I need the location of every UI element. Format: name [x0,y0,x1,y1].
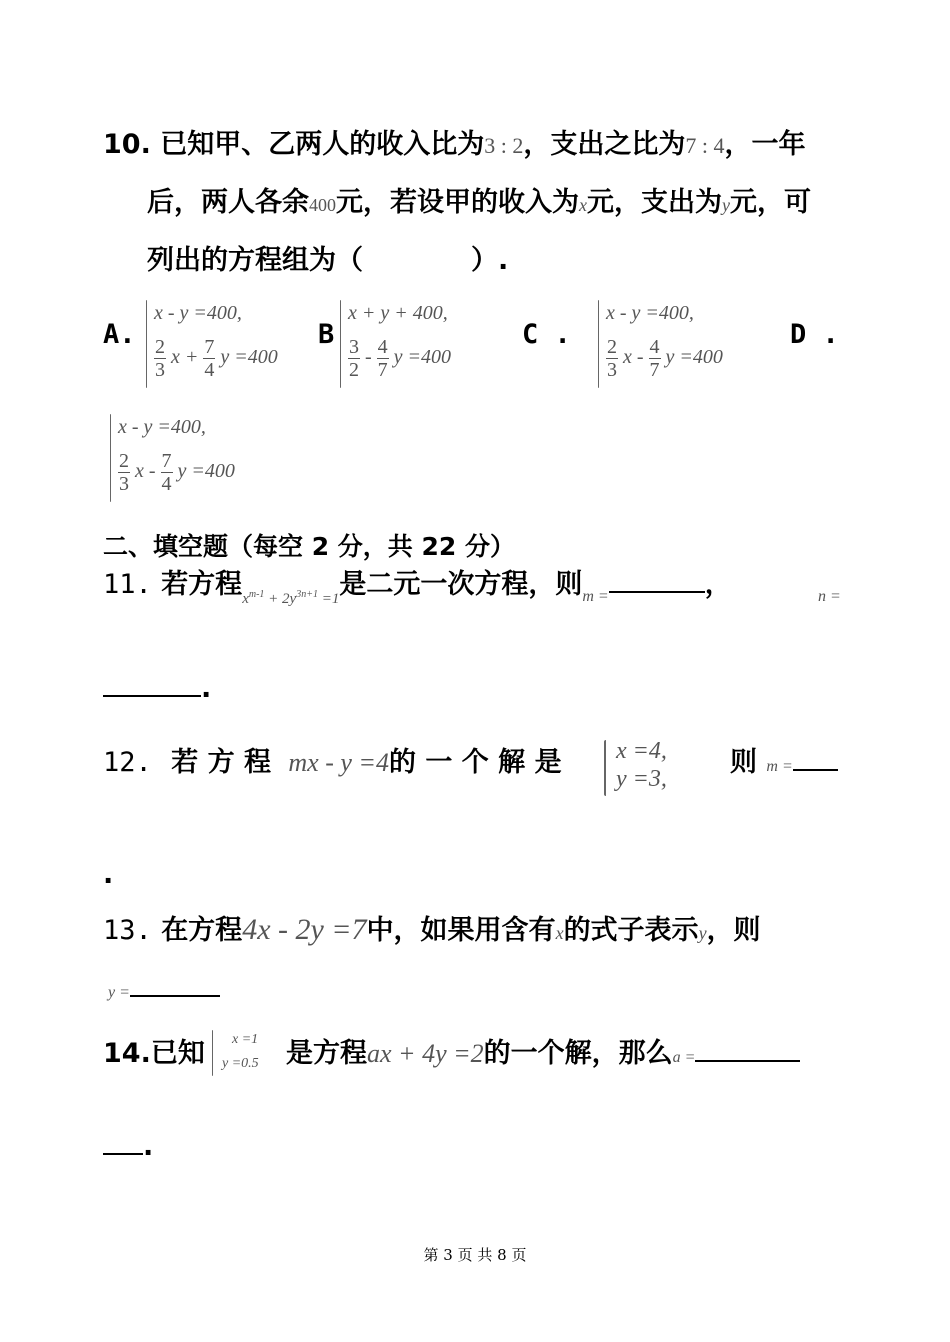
q11-text: 是二元一次方程，则 [339,569,583,600]
fraction-numerator: 7 [161,450,172,472]
answer-blank-q14-cont[interactable] [103,1153,143,1155]
option-b-system [340,300,500,390]
punct: . [103,859,114,890]
q10-text: 已知甲、乙两人的收入比为 [160,129,485,160]
equation-row: x - y =400, [606,302,694,324]
section-heading: 二、填空题（每空 2 分，共 22 分） [103,532,516,561]
q12-line1 [103,746,562,780]
eq-part: + 2 [268,591,290,607]
q14-tail [286,1037,800,1075]
q11-line1 [103,568,732,606]
fraction-numerator: 2 [155,336,165,358]
fraction-denominator: 4 [161,473,172,495]
q12-equation: mx - y =4 [288,748,389,777]
equation-part: y =400 [393,346,452,369]
option-b-label: B [318,319,335,350]
equation-part: x - [623,346,644,369]
fraction-numerator: 7 [204,336,215,358]
answer-blank-q14[interactable] [695,1060,800,1062]
q12-text: 若 方 程 [171,747,271,778]
answer-blank-n[interactable] [103,695,201,697]
q11-text: 若方程 [161,569,243,600]
punct: ， [704,569,732,600]
option-d-label: D . [790,319,839,350]
fraction-denominator: 7 [649,359,660,381]
equation-row: x - y =400, [154,302,242,324]
q12-text: 则 [730,747,757,778]
q14-line2 [103,1130,153,1164]
exponent: 3n+1 [296,589,318,600]
var-x: x [555,923,564,943]
fraction-numerator: 2 [119,450,129,472]
q10-text: 列出的方程组为（ ）. [147,245,509,276]
q10-line1 [103,128,806,163]
q13-line1 [103,913,761,950]
punct: . [143,1131,154,1162]
fraction-denominator: 4 [204,359,215,381]
equation-row: y =3, [616,766,667,792]
q13-text: 的式子表示 [563,915,699,946]
q14-equation: ax + 4y =2 [367,1039,484,1068]
fraction-numerator: 2 [607,336,617,358]
m-label: m = [766,758,793,775]
fraction-numerator: 4 [649,336,660,358]
equation-row: x + y + 400, [348,302,448,324]
equation-part: y =400 [665,346,723,369]
q13-number: 13. [103,915,152,946]
var-x: x [579,195,587,215]
q14-text: 的一个解，那么 [483,1038,673,1069]
option-a-label: A. [103,319,136,350]
exponent: m-1 [248,589,265,600]
equation-part: y =400 [177,460,235,483]
var-y: y [722,195,730,215]
income-ratio: 3 : 2 [484,133,524,158]
q14-number: 14. [103,1038,151,1069]
a-label: a = [672,1049,696,1066]
fraction-denominator: 3 [155,359,165,381]
eq-part: =1 [321,591,340,607]
q10-text: 后，两人各余 [147,187,309,218]
q10-text: 元，可 [730,187,811,218]
var-y: y [698,923,707,943]
q14-text: 是方程 [286,1038,367,1069]
fraction-denominator: 3 [607,359,617,381]
option-c-label: C . [522,319,571,350]
q14-line1 [103,1037,205,1071]
q11-equation [242,591,339,607]
y-label: y = [108,984,130,1001]
option-c-system [598,300,758,390]
q12-tail [730,746,838,784]
equation-part: x - [135,460,156,483]
q12-number: 12. [103,747,152,778]
equation-part: - [365,346,372,369]
n-label: n = [818,588,841,605]
q10-text: ，支出之比为 [523,129,686,160]
q13-equation: 4x - 2y =7 [242,913,367,946]
answer-blank-q12[interactable] [793,769,838,771]
fraction-numerator: 4 [377,336,388,358]
fraction-numerator: 3 [349,336,359,358]
q13-text: 中，如果用含有 [366,915,556,946]
eq-part: y [289,591,297,607]
option-a-system [146,300,306,390]
answer-blank-m[interactable] [609,591,705,593]
q11-number: 11. [103,569,152,600]
equation-part: x + [171,346,199,369]
fraction-denominator: 3 [119,473,129,495]
fraction-denominator: 7 [377,359,388,381]
q10-line2 [147,186,811,222]
q10-number: 10. [103,129,151,160]
q13-text: ，则 [706,915,761,946]
equation-row: x - y =400, [118,416,206,438]
answer-blank-q13[interactable] [130,995,220,997]
q11-line2 [103,672,211,706]
q12-text: 的 一 个 解 是 [388,747,562,778]
q10-text: 元，若设甲的收入为 [336,187,579,218]
m-label: m = [582,588,609,605]
equation-row: x =1 [232,1032,259,1047]
equation-row: x =4, [616,738,667,764]
punct: . [201,673,212,704]
fraction-denominator: 2 [349,359,359,381]
q12-solution-system [604,740,724,798]
q14-solution-system [212,1030,287,1078]
q14-text: 已知 [150,1038,205,1069]
equation-row: y =0.5 [222,1056,259,1071]
q13-text: 在方程 [161,915,243,946]
expense-ratio: 7 : 4 [685,133,725,158]
q13-answer-line [108,982,220,1002]
q10-line3 [147,244,508,278]
remaining-amount: 400 [309,195,336,215]
page-footer: 第 3 页 共 8 页 [423,1246,527,1264]
equation-part: y =400 [220,346,278,369]
q10-text: ，一年 [724,129,806,160]
option-d-system [110,414,270,504]
eq-part: x [242,591,249,607]
q10-text: 元，支出为 [587,187,722,218]
